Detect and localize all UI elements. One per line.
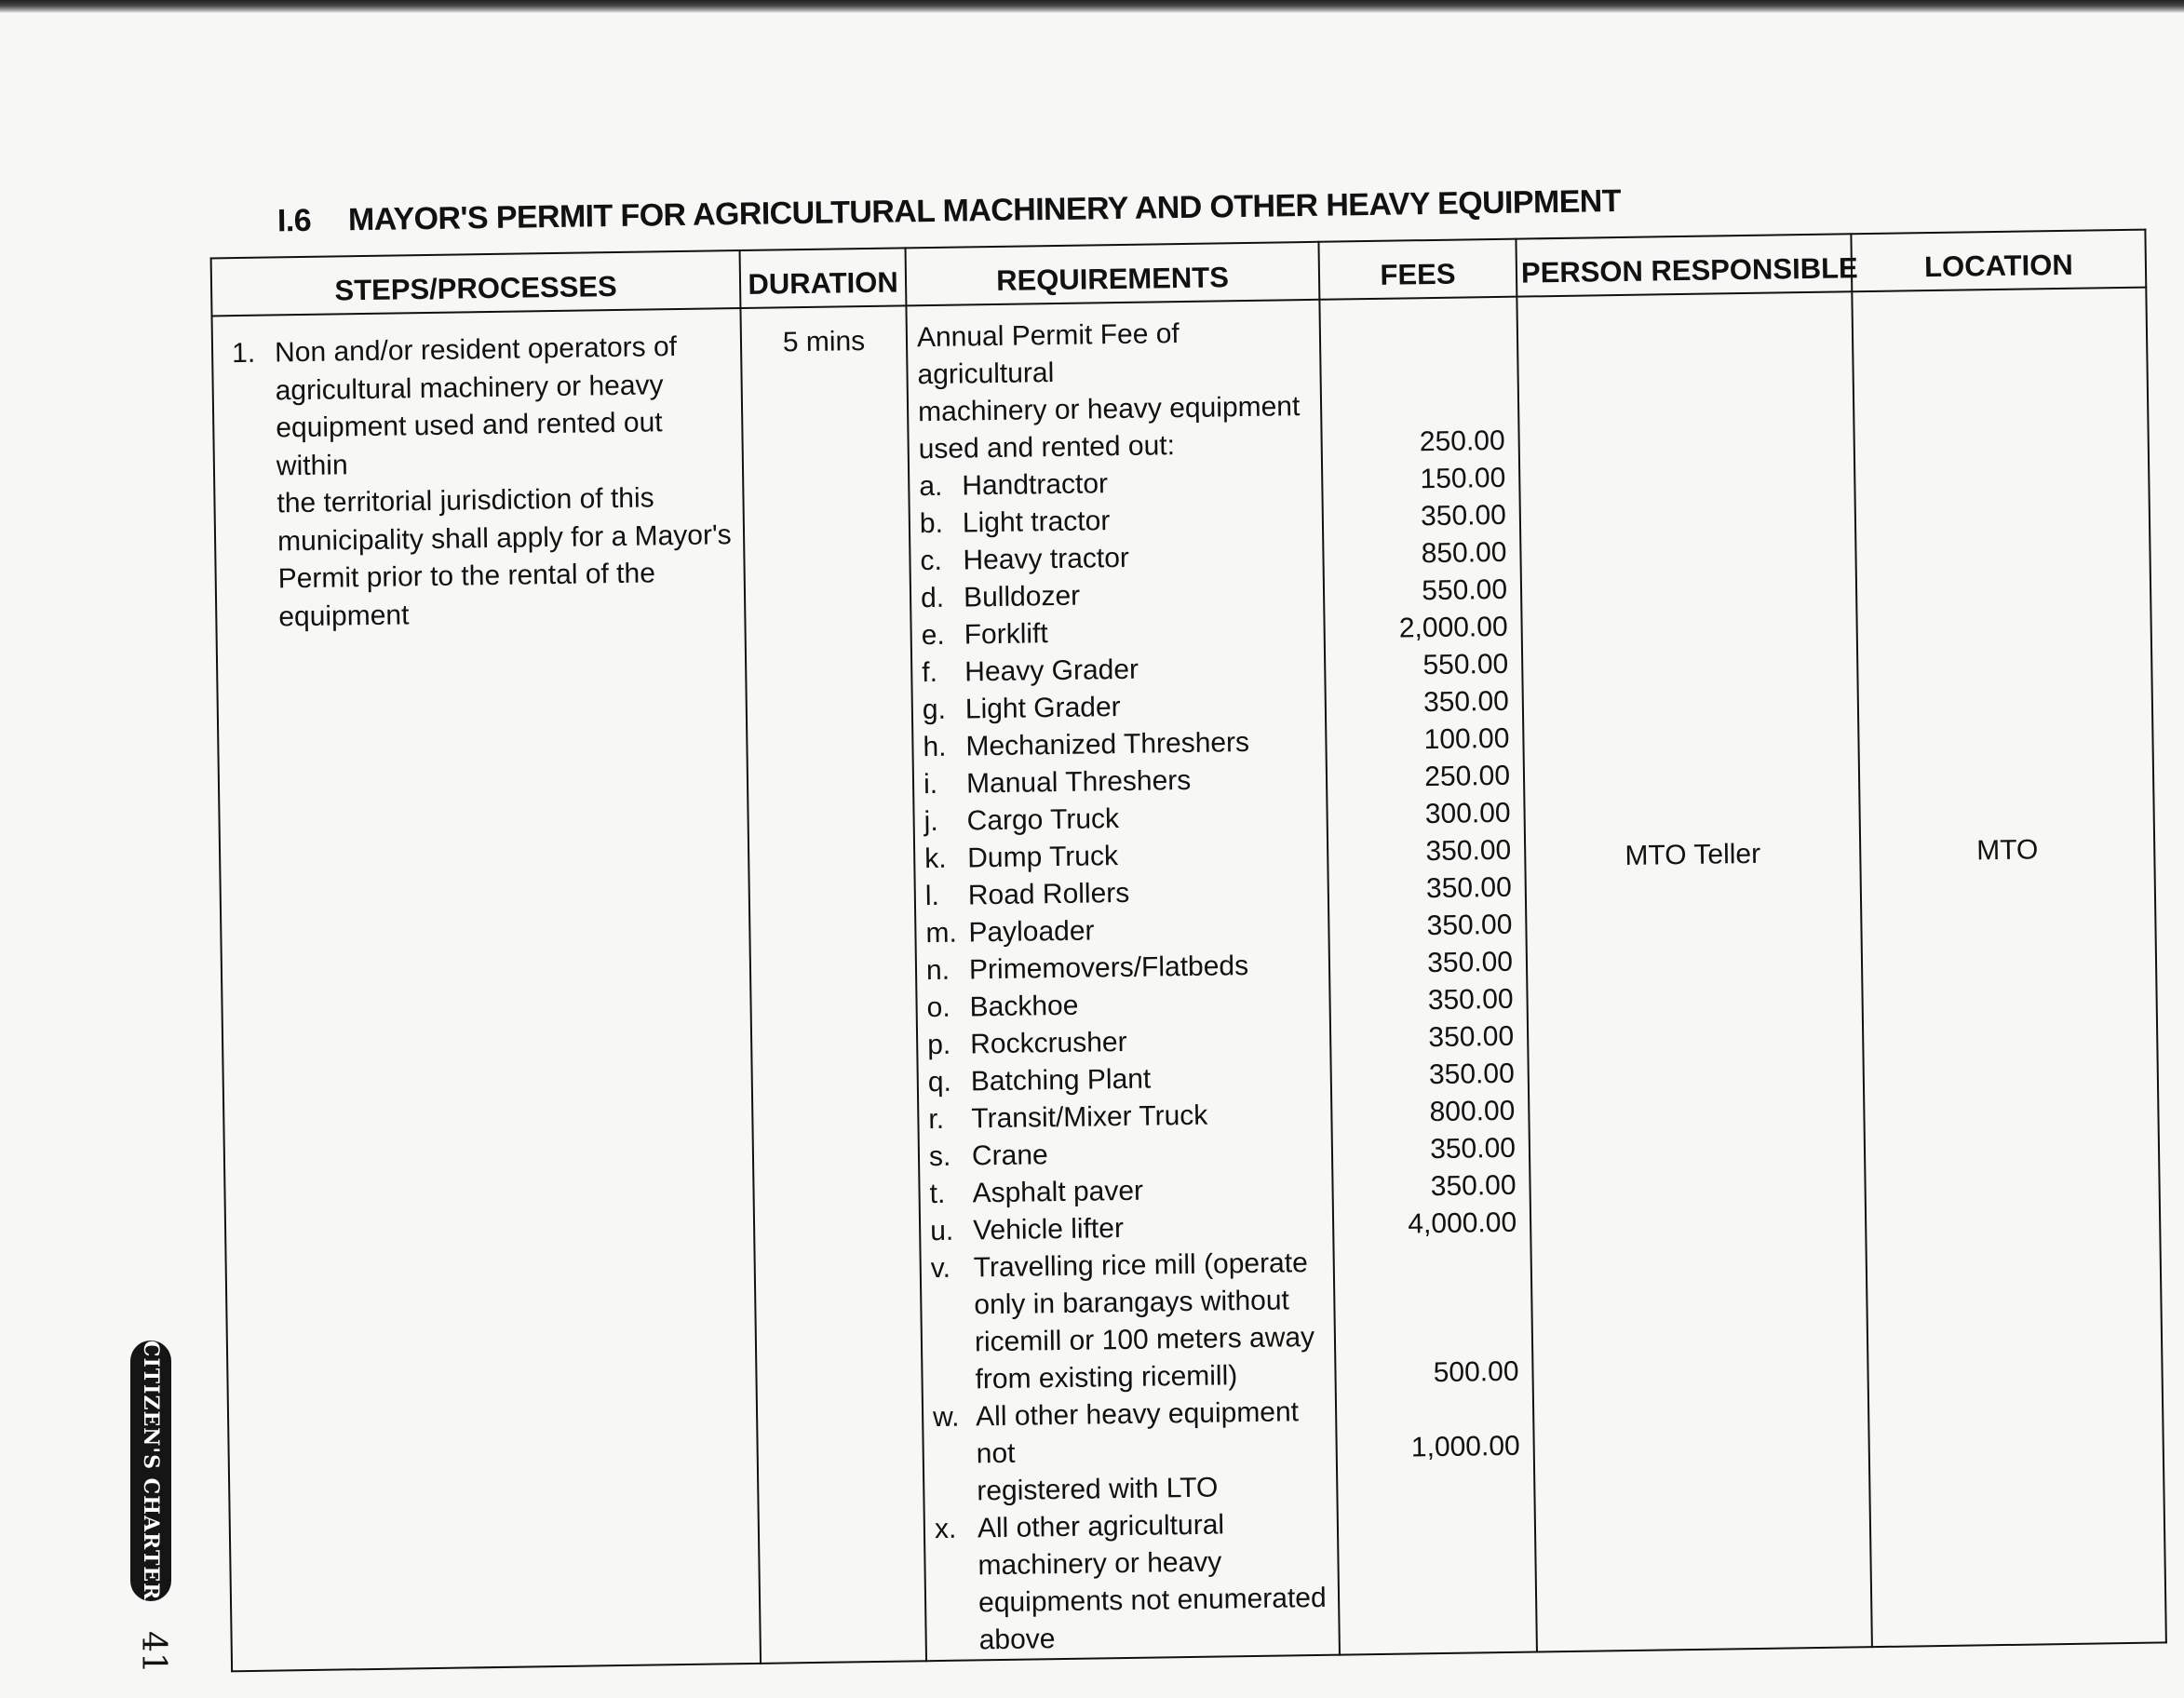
requirements-cell bbox=[906, 300, 1340, 1661]
requirement-text bbox=[966, 798, 1321, 841]
step-item bbox=[232, 328, 735, 637]
requirement-text bbox=[968, 910, 1323, 952]
requirement-line: All other agricultural bbox=[977, 1509, 1225, 1544]
fee-value: 550.00 bbox=[1422, 648, 1509, 681]
header-duration: DURATION bbox=[740, 248, 907, 308]
header-requirements: REQUIREMENTS bbox=[906, 242, 1320, 306]
fee-value: 100.00 bbox=[1423, 722, 1510, 756]
requirement-text bbox=[963, 500, 1317, 543]
requirement-line: Primemovers/Flatbeds bbox=[968, 950, 1249, 986]
requirement-letter: p. bbox=[926, 1029, 951, 1061]
requirement-line: Road Rollers bbox=[967, 877, 1130, 911]
requirement-item bbox=[919, 463, 1316, 505]
requirement-text bbox=[970, 1021, 1325, 1064]
requirement-text bbox=[962, 463, 1316, 505]
fee-value: 500.00 bbox=[1433, 1355, 1519, 1389]
requirement-text bbox=[976, 1394, 1331, 1511]
requirement-item bbox=[921, 574, 1318, 617]
requirement-item bbox=[923, 686, 1320, 729]
fee-value: 250.00 bbox=[1419, 424, 1505, 458]
requirement-text bbox=[964, 612, 1318, 654]
section-title bbox=[277, 183, 1621, 239]
requirement-line: ricemill or 100 meters away bbox=[974, 1321, 1315, 1358]
requirement-letter: q. bbox=[927, 1066, 952, 1098]
requirement-line: above bbox=[978, 1624, 1056, 1656]
requirement-line: Dump Truck bbox=[967, 841, 1119, 874]
table-row bbox=[212, 288, 2166, 1672]
fee-value: 350.00 bbox=[1426, 909, 1513, 942]
step-line: equipment bbox=[278, 599, 410, 632]
intro-line: used and rented out: bbox=[918, 430, 1176, 465]
requirement-text bbox=[965, 686, 1320, 729]
requirement-item bbox=[920, 537, 1317, 580]
requirement-line: Vehicle lifter bbox=[972, 1213, 1125, 1247]
fee-value: 350.00 bbox=[1428, 1020, 1515, 1054]
intro-line: Annual Permit Fee of agricultural bbox=[916, 318, 1180, 391]
requirement-text bbox=[963, 537, 1317, 580]
requirement-text bbox=[973, 1245, 1328, 1399]
requirement-line: Mechanized Threshers bbox=[965, 726, 1250, 762]
requirement-item bbox=[928, 1058, 1326, 1101]
fee-spacer bbox=[1337, 1391, 1520, 1431]
requirement-item bbox=[929, 1133, 1327, 1176]
requirement-line: equipments not enumerated bbox=[977, 1582, 1327, 1619]
fee-value: 350.00 bbox=[1426, 946, 1514, 979]
requirement-item bbox=[927, 1021, 1325, 1064]
fee-spacer bbox=[1338, 1465, 1522, 1580]
step-line: Non and/or resident operators of bbox=[274, 331, 678, 369]
step-line: Permit prior to the rental of the bbox=[277, 558, 656, 595]
header-steps: STEPS/PROCESSES bbox=[211, 250, 741, 316]
requirement-item bbox=[930, 1245, 1328, 1399]
requirement-line: Heavy Grader bbox=[964, 654, 1139, 688]
section-title-text: MAYOR'S PERMIT FOR AGRICULTURAL MACHINERY AND OTHER HEAVY EQUIPMENT bbox=[347, 182, 1622, 238]
requirement-item bbox=[926, 984, 1324, 1027]
requirement-letter: n. bbox=[925, 954, 950, 987]
fee-value: 850.00 bbox=[1421, 536, 1507, 570]
requirement-line: Crane bbox=[971, 1139, 1048, 1172]
requirement-line: Forklift bbox=[964, 618, 1048, 651]
fee-value: 350.00 bbox=[1427, 983, 1514, 1017]
citizens-charter-badge: CITIZEN'S CHARTER bbox=[130, 1341, 171, 1601]
requirement-letter: h. bbox=[923, 731, 947, 763]
fee-value: 550.00 bbox=[1422, 573, 1508, 607]
charter-table bbox=[210, 229, 2167, 1673]
requirement-item bbox=[926, 947, 1324, 990]
intro-line: machinery or heavy equipment bbox=[917, 391, 1301, 428]
requirement-line: Backhoe bbox=[969, 990, 1079, 1023]
requirement-letter: c. bbox=[920, 545, 943, 577]
requirement-text bbox=[969, 984, 1324, 1027]
fee-value: 300.00 bbox=[1424, 797, 1511, 830]
requirement-line: Asphalt paver bbox=[972, 1175, 1144, 1209]
step-text bbox=[275, 328, 735, 636]
requirement-text bbox=[968, 872, 1323, 915]
requirement-letter: i. bbox=[923, 768, 938, 801]
requirements-list bbox=[919, 463, 1333, 1660]
fees-cell bbox=[1319, 297, 1537, 1655]
fee-value: 2,000.00 bbox=[1398, 611, 1508, 644]
requirement-item bbox=[925, 872, 1323, 915]
requirement-text bbox=[972, 1133, 1327, 1176]
requirement-letter: w. bbox=[932, 1401, 960, 1434]
requirement-line: Payloader bbox=[968, 915, 1095, 949]
requirement-text bbox=[964, 649, 1319, 692]
requirement-letter: m. bbox=[925, 917, 958, 950]
fee-spacer bbox=[1334, 1242, 1518, 1356]
fee-value: 350.00 bbox=[1425, 871, 1513, 905]
requirement-letter: t. bbox=[929, 1178, 946, 1210]
requirement-item bbox=[924, 835, 1322, 878]
requirement-letter: r. bbox=[928, 1103, 945, 1136]
duration-cell: 5 mins bbox=[740, 305, 926, 1663]
fee-value: 350.00 bbox=[1429, 1132, 1517, 1166]
requirement-item bbox=[930, 1207, 1328, 1250]
requirement-line: Handtractor bbox=[962, 468, 1109, 502]
requirement-line: Cargo Truck bbox=[966, 803, 1120, 837]
location-cell: MTO bbox=[1852, 288, 2166, 1648]
fee-value: 350.00 bbox=[1425, 834, 1512, 868]
header-location: LOCATION bbox=[1851, 230, 2146, 292]
requirement-text bbox=[971, 1096, 1326, 1139]
steps-cell bbox=[212, 308, 762, 1671]
requirement-item bbox=[928, 1096, 1326, 1139]
requirement-line: machinery or heavy bbox=[977, 1546, 1222, 1582]
step-line: agricultural machinery or heavy bbox=[275, 369, 664, 406]
requirement-text bbox=[967, 835, 1322, 878]
requirement-letter: j. bbox=[923, 805, 938, 838]
requirement-line: Light tractor bbox=[962, 505, 1111, 539]
requirement-item bbox=[922, 649, 1319, 692]
requirement-letter: g. bbox=[922, 694, 947, 726]
page-number: 41 bbox=[134, 1631, 172, 1674]
requirement-line: Travelling rice mill (operate bbox=[973, 1247, 1308, 1284]
fee-value: 350.00 bbox=[1422, 685, 1510, 719]
step-line: equipment used and rented out within bbox=[276, 407, 663, 481]
requirement-letter: x. bbox=[934, 1513, 957, 1545]
requirement-item bbox=[923, 761, 1321, 803]
requirement-item bbox=[923, 798, 1321, 841]
requirement-item bbox=[925, 910, 1323, 952]
fee-value: 350.00 bbox=[1420, 499, 1507, 532]
requirement-text bbox=[973, 1207, 1328, 1250]
fee-value: 250.00 bbox=[1423, 760, 1511, 793]
requirement-line: All other heavy equipment not bbox=[975, 1396, 1300, 1470]
requirement-item bbox=[920, 500, 1317, 543]
requirement-line: Manual Threshers bbox=[965, 764, 1192, 800]
step-line: the territorial jurisdiction of this bbox=[276, 482, 654, 519]
requirement-item bbox=[923, 723, 1320, 766]
requirement-line: only in barangays without bbox=[974, 1285, 1290, 1321]
requirement-line: registered with LTO bbox=[977, 1472, 1219, 1507]
requirement-letter: s. bbox=[928, 1140, 951, 1173]
requirement-item bbox=[921, 612, 1318, 654]
requirement-text bbox=[971, 1058, 1326, 1101]
requirement-line: Rockcrusher bbox=[969, 1026, 1127, 1060]
requirement-letter: u. bbox=[929, 1215, 954, 1247]
requirement-letter: b. bbox=[919, 507, 944, 540]
requirement-letter: k. bbox=[924, 842, 947, 875]
person-responsible-cell: MTO Teller bbox=[1517, 291, 1872, 1651]
requirement-letter: e. bbox=[921, 619, 945, 652]
fee-value: 150.00 bbox=[1420, 462, 1506, 495]
requirement-line: Batching Plant bbox=[970, 1063, 1152, 1098]
requirement-text bbox=[965, 723, 1320, 766]
fee-value: 350.00 bbox=[1430, 1169, 1517, 1203]
requirement-item bbox=[929, 1170, 1327, 1213]
requirement-text bbox=[969, 947, 1324, 990]
requirement-letter: f. bbox=[922, 656, 938, 689]
fee-value: 350.00 bbox=[1428, 1058, 1515, 1091]
requirement-line: Heavy tractor bbox=[963, 542, 1130, 576]
requirement-text bbox=[966, 761, 1321, 803]
requirement-line: from existing ricemill) bbox=[975, 1360, 1238, 1395]
requirement-letter: o. bbox=[926, 991, 950, 1024]
requirement-line: Transit/Mixer Truck bbox=[971, 1099, 1208, 1135]
requirement-letter: a. bbox=[919, 470, 943, 503]
requirements-intro bbox=[917, 314, 1315, 468]
requirement-line: Bulldozer bbox=[963, 580, 1081, 613]
requirement-item bbox=[935, 1505, 1333, 1660]
requirement-item bbox=[933, 1394, 1331, 1511]
fee-value: 4,000.00 bbox=[1408, 1206, 1517, 1240]
requirement-letter: l. bbox=[924, 880, 940, 912]
requirement-letter: d. bbox=[920, 582, 945, 614]
section-number: I.6 bbox=[276, 202, 312, 239]
requirement-text bbox=[964, 574, 1318, 617]
requirement-text bbox=[972, 1170, 1327, 1213]
step-line: municipality shall apply for a Mayor's bbox=[276, 519, 732, 557]
step-number: 1. bbox=[231, 337, 256, 370]
header-person-responsible: PERSON RESPONSIBLE bbox=[1516, 234, 1852, 296]
requirement-text bbox=[977, 1505, 1333, 1660]
fee-value: 1,000.00 bbox=[1410, 1430, 1520, 1463]
requirement-line: Light Grader bbox=[964, 692, 1121, 725]
fee-value: 800.00 bbox=[1429, 1095, 1516, 1128]
header-fees: FEES bbox=[1318, 239, 1517, 300]
requirement-letter: v. bbox=[930, 1252, 951, 1285]
